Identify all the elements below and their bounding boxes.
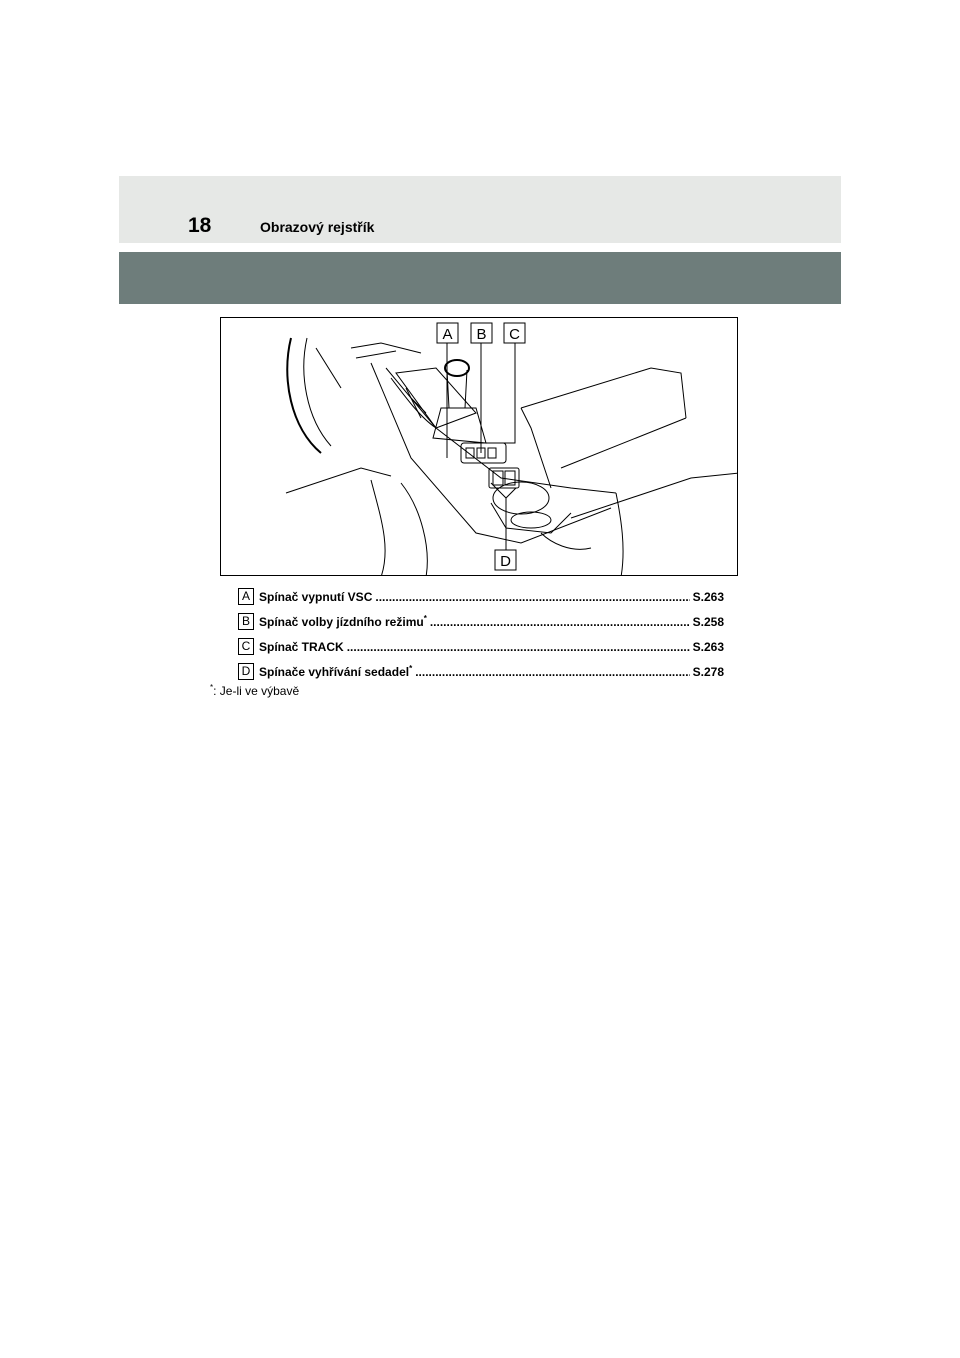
entry-label: Spínač vypnutí VSC (259, 589, 373, 604)
entry-badge: A (238, 588, 254, 605)
leader-dots (430, 615, 690, 629)
section-bar (119, 252, 841, 304)
callout-d: D (500, 553, 511, 570)
header-band (119, 176, 841, 243)
console-illustration (220, 317, 738, 576)
callout-b: B (476, 326, 487, 343)
entry-badge: D (238, 663, 254, 680)
entry-page-ref[interactable]: S.278 (692, 664, 724, 679)
entry-page-ref[interactable]: S.258 (692, 614, 724, 629)
page-title: Obrazový rejstřík (260, 219, 375, 235)
page-number: 18 (188, 214, 212, 237)
entry-label: Spínač TRACK (259, 639, 344, 654)
entry-badge: C (238, 638, 254, 655)
console-drawing (221, 318, 738, 576)
leader-dots (415, 665, 689, 679)
leader-dots (375, 590, 689, 604)
footnote: *: Je-li ve výbavě (210, 683, 300, 698)
index-entry[interactable] (238, 584, 724, 609)
entry-page-ref[interactable]: S.263 (692, 589, 724, 604)
entry-badge: B (238, 613, 254, 630)
callout-c: C (509, 326, 520, 343)
entry-page-ref[interactable]: S.263 (692, 639, 724, 654)
leader-dots (347, 640, 690, 654)
index-entry[interactable] (238, 634, 724, 659)
entry-label: Spínače vyhřívání sedadel* (259, 663, 413, 679)
callout-a: A (442, 326, 453, 343)
index-entries (238, 584, 724, 684)
index-entry[interactable] (238, 659, 724, 684)
entry-label: Spínač volby jízdního režimu* (259, 613, 427, 629)
index-entry[interactable] (238, 609, 724, 634)
